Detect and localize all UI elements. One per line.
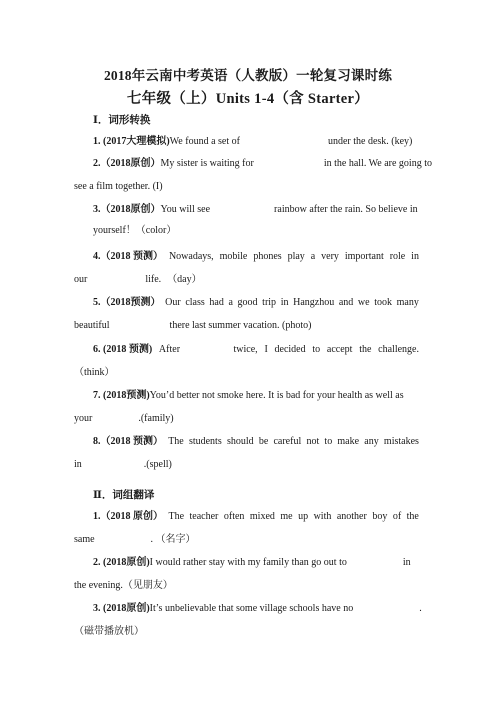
phrase-question-3 [93, 602, 422, 616]
question-word: and [338, 297, 354, 308]
question-word: Our [165, 297, 181, 308]
question-word: play [287, 251, 305, 262]
question-word: students [188, 436, 222, 447]
question-word: challenge. [378, 344, 419, 355]
question-1 [93, 135, 419, 149]
question-8-continued [74, 458, 400, 472]
question-hint: . （名字） [150, 534, 196, 545]
answer-blank [187, 343, 227, 357]
question-word: The [168, 511, 185, 522]
question-word: careful [273, 436, 302, 447]
question-tag: 6. (2018 预测) [93, 344, 153, 355]
question-tag: 3. (2018原创) [93, 603, 150, 614]
question-word: role [389, 251, 406, 262]
question-word: After [158, 344, 181, 355]
question-8 [93, 435, 419, 449]
section-heading-phrase-translation: Ⅱ．词组翻译 [93, 490, 155, 501]
question-4-continued [74, 273, 400, 287]
phrase-question-1 [93, 510, 419, 524]
question-word: not [306, 436, 320, 447]
question-hint: （day） [167, 274, 202, 285]
question-word: should [226, 436, 254, 447]
question-word: make [337, 436, 360, 447]
question-6 [93, 343, 419, 357]
question-text: .(family) [138, 413, 174, 424]
question-text: My sister is waiting for [160, 158, 254, 169]
question-word: I [264, 344, 268, 355]
phrase-question-2-continued: the evening.（见朋友） [74, 580, 173, 591]
question-5-continued [74, 319, 400, 333]
question-word: to [324, 436, 333, 447]
question-text: in [402, 557, 411, 568]
question-tag: 3.（2018原创） [93, 204, 161, 215]
question-word: the [406, 511, 419, 522]
question-tag: 1.（2018 原创） [93, 511, 163, 522]
question-text: beautiful [74, 320, 110, 331]
question-word: up [298, 511, 309, 522]
question-word: The [168, 436, 184, 447]
question-text: rainbow after the rain. So believe in [274, 204, 418, 215]
question-word: many [396, 297, 419, 308]
question-word: any [364, 436, 379, 447]
question-text: under the desk. (key) [327, 136, 413, 147]
question-word: boy [372, 511, 388, 522]
phrase-question-1-continued [74, 533, 400, 547]
question-tag: 8.（2018 预测） [93, 436, 163, 447]
question-word: Hangzhou [293, 297, 335, 308]
question-word: teacher [189, 511, 219, 522]
question-text: life. [145, 274, 162, 285]
question-word: in [411, 251, 419, 262]
question-6-continued: （think） [74, 367, 115, 378]
question-text: It’s unbelievable that some village schools have no [149, 603, 354, 614]
question-word: the [359, 344, 372, 355]
question-3-continued: yourself！（color） [93, 225, 177, 236]
question-word: a [310, 251, 316, 262]
question-7-continued [74, 412, 400, 426]
question-word: mistakes [383, 436, 419, 447]
question-2-continued: see a film together. (I) [74, 181, 163, 192]
question-text: . [419, 603, 422, 614]
question-word: twice, [233, 344, 258, 355]
question-tag: 4.（2018 预测） [93, 251, 163, 262]
question-text: You will see [160, 204, 211, 215]
question-word: very [321, 251, 339, 262]
question-word: important [344, 251, 384, 262]
question-word: of [392, 511, 402, 522]
question-tag: 1. (2017大理模拟) [93, 136, 170, 147]
question-5 [93, 296, 419, 310]
question-word: mobile [219, 251, 248, 262]
question-text: You’d better not smoke here. It is bad for your health as well as [149, 390, 404, 401]
question-text: in the hall. We are going to [323, 158, 432, 169]
phrase-question-2 [93, 556, 419, 570]
question-word: often [223, 511, 245, 522]
question-text: your [74, 413, 93, 424]
question-text: I would rather stay with my family than go out to [149, 557, 347, 568]
phrase-question-3-continued: （磁带播放机） [74, 626, 144, 637]
question-word: accept [326, 344, 353, 355]
document-subtitle: 七年级（上）Units 1-4（含 Starter） [126, 91, 370, 107]
question-text: in [74, 459, 82, 470]
question-tag: 2. (2018原创) [93, 557, 150, 568]
question-word: me [280, 511, 293, 522]
question-text: same [74, 534, 95, 545]
question-word: we [357, 297, 370, 308]
question-word: class [185, 297, 205, 308]
question-word: to [312, 344, 321, 355]
question-4 [93, 250, 419, 264]
question-text: We found a set of [169, 136, 240, 147]
question-word: mixed [249, 511, 275, 522]
question-2 [93, 157, 432, 171]
question-word: took [374, 297, 392, 308]
question-word: trip [262, 297, 277, 308]
question-word: be [258, 436, 269, 447]
question-word: good [237, 297, 258, 308]
question-word: with [313, 511, 332, 522]
question-tag: 2.（2018原创） [93, 158, 161, 169]
question-tag: 5.（2018预测） [93, 297, 161, 308]
document-title: 2018年云南中考英语（人教版）一轮复习课时练 [103, 68, 393, 83]
question-word: phones [253, 251, 282, 262]
question-word: had [209, 297, 224, 308]
question-word: decided [274, 344, 306, 355]
question-text: our [74, 274, 88, 285]
question-word: Nowadays, [168, 251, 214, 262]
question-3 [93, 203, 419, 217]
question-word: another [336, 511, 367, 522]
question-7 [93, 389, 419, 403]
section-heading-word-forms: Ⅰ．词形转换 [93, 115, 151, 126]
question-word: a [228, 297, 233, 308]
question-word: in [280, 297, 289, 308]
question-tag: 7. (2018预测) [93, 390, 150, 401]
question-text: there last summer vacation. (photo) [169, 320, 312, 331]
question-text: .(spell) [143, 459, 172, 470]
